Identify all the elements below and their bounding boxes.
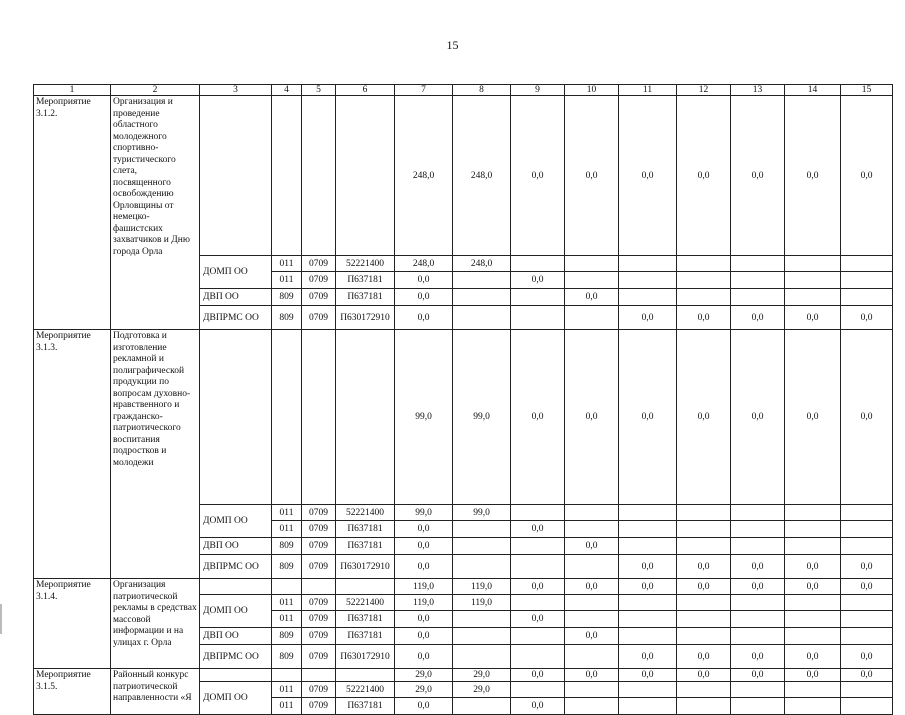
measure-description: Организация патриотической рекламы в средствах массовой информации и на улицах г. Орла <box>111 579 200 669</box>
cell-col-12 <box>677 682 731 698</box>
cell-col-7: 0,0 <box>395 306 453 330</box>
cell-col-5: 0709 <box>302 682 336 698</box>
cell-col-6: П630172910 <box>336 645 395 669</box>
cell-col-8: 99,0 <box>453 505 511 521</box>
cell-col-6: 52221400 <box>336 595 395 611</box>
measure-description: Районный конкурс патриотической направленности «Я <box>111 669 200 715</box>
cell-col-13: 0,0 <box>731 645 785 669</box>
measure-description: Организация и проведение областного молодежного спортивно-туристического слета, посвященного освобождению Орловщины от немецко-фашистских захватчиков и Дню города Орла <box>111 96 200 330</box>
cell-col-9: 0,0 <box>511 698 565 715</box>
cell-col-6: 52221400 <box>336 505 395 521</box>
cell-col-9 <box>511 595 565 611</box>
summary-col-10: 0,0 <box>565 669 619 682</box>
summary-col-8: 29,0 <box>453 669 511 682</box>
summary-col-14: 0,0 <box>785 579 841 595</box>
cell-col-12 <box>677 521 731 538</box>
cell-col-12 <box>677 611 731 628</box>
cell-col-12 <box>677 272 731 289</box>
cell-col-12 <box>677 505 731 521</box>
cell-col-15 <box>841 611 893 628</box>
cell-col-8 <box>453 645 511 669</box>
summary-empty-cell <box>272 330 302 505</box>
cell-col-10 <box>565 272 619 289</box>
cell-col-12 <box>677 698 731 715</box>
cell-col-8: 29,0 <box>453 682 511 698</box>
cell-col-10 <box>565 698 619 715</box>
summary-col-15: 0,0 <box>841 330 893 505</box>
cell-col-7: 119,0 <box>395 595 453 611</box>
column-header-13: 13 <box>731 85 785 96</box>
cell-col-13 <box>731 538 785 555</box>
cell-col-5: 0709 <box>302 272 336 289</box>
cell-col-4: 809 <box>272 645 302 669</box>
cell-col-10 <box>565 595 619 611</box>
cell-col-7: 0,0 <box>395 521 453 538</box>
cell-col-14: 0,0 <box>785 555 841 579</box>
executor-cell: ДВП ОО <box>200 538 272 555</box>
executor-cell: ДВПРМС ОО <box>200 645 272 669</box>
budget-table <box>33 84 893 715</box>
cell-col-8 <box>453 555 511 579</box>
cell-col-10 <box>565 505 619 521</box>
cell-col-8 <box>453 272 511 289</box>
cell-col-8 <box>453 628 511 645</box>
cell-col-11: 0,0 <box>619 306 677 330</box>
summary-col-14: 0,0 <box>785 96 841 256</box>
cell-col-6: П637181 <box>336 289 395 306</box>
cell-col-9 <box>511 538 565 555</box>
summary-empty-cell <box>336 669 395 682</box>
cell-col-14 <box>785 272 841 289</box>
cell-col-15: 0,0 <box>841 555 893 579</box>
cell-col-11 <box>619 505 677 521</box>
cell-col-7: 248,0 <box>395 256 453 272</box>
cell-col-4: 011 <box>272 595 302 611</box>
cell-col-13 <box>731 611 785 628</box>
column-header-1: 1 <box>34 85 111 96</box>
summary-col-10: 0,0 <box>565 579 619 595</box>
summary-col-12: 0,0 <box>677 96 731 256</box>
summary-empty-cell <box>200 96 272 256</box>
cell-col-11 <box>619 289 677 306</box>
cell-col-11 <box>619 521 677 538</box>
cell-col-14 <box>785 628 841 645</box>
summary-empty-cell <box>272 96 302 256</box>
column-header-12: 12 <box>677 85 731 96</box>
summary-col-11: 0,0 <box>619 669 677 682</box>
cell-col-14: 0,0 <box>785 645 841 669</box>
cell-col-4: 011 <box>272 505 302 521</box>
cell-col-11 <box>619 628 677 645</box>
summary-col-13: 0,0 <box>731 330 785 505</box>
cell-col-5: 0709 <box>302 521 336 538</box>
page-number: 15 <box>446 38 459 52</box>
cell-col-9 <box>511 505 565 521</box>
column-header-7: 7 <box>395 85 453 96</box>
summary-col-10: 0,0 <box>565 96 619 256</box>
column-header-11: 11 <box>619 85 677 96</box>
summary-empty-cell <box>200 330 272 505</box>
cell-col-13 <box>731 595 785 611</box>
measure-description: Подготовка и изготовление рекламной и полиграфической продукции по вопросам духовно-нравственного и гражданско-патриотического воспитания подростков и молодежи <box>111 330 200 579</box>
cell-col-6: П637181 <box>336 521 395 538</box>
cell-col-11 <box>619 256 677 272</box>
summary-empty-cell <box>272 669 302 682</box>
cell-col-6: П637181 <box>336 698 395 715</box>
executor-cell: ДОМП ОО <box>200 682 272 715</box>
cell-col-14 <box>785 521 841 538</box>
summary-col-11: 0,0 <box>619 96 677 256</box>
cell-col-7: 99,0 <box>395 505 453 521</box>
cell-col-15 <box>841 289 893 306</box>
cell-col-15 <box>841 256 893 272</box>
summary-empty-cell <box>336 579 395 595</box>
cell-col-15 <box>841 595 893 611</box>
cell-col-13 <box>731 698 785 715</box>
summary-col-7: 99,0 <box>395 330 453 505</box>
cell-col-7: 0,0 <box>395 555 453 579</box>
measure-summary-row <box>34 579 893 595</box>
summary-col-9: 0,0 <box>511 330 565 505</box>
summary-col-15: 0,0 <box>841 96 893 256</box>
measure-name: Мероприятие 3.1.3. <box>34 330 111 579</box>
summary-col-14: 0,0 <box>785 669 841 682</box>
summary-col-11: 0,0 <box>619 579 677 595</box>
column-header-15: 15 <box>841 85 893 96</box>
cell-col-4: 809 <box>272 628 302 645</box>
cell-col-11 <box>619 538 677 555</box>
cell-col-9 <box>511 306 565 330</box>
cell-col-13 <box>731 272 785 289</box>
column-header-6: 6 <box>336 85 395 96</box>
cell-col-10 <box>565 555 619 579</box>
summary-col-15: 0,0 <box>841 579 893 595</box>
cell-col-14 <box>785 682 841 698</box>
summary-col-8: 248,0 <box>453 96 511 256</box>
cell-col-10 <box>565 611 619 628</box>
cell-col-15 <box>841 521 893 538</box>
cell-col-12: 0,0 <box>677 645 731 669</box>
measure-summary-row <box>34 96 893 256</box>
cell-col-5: 0709 <box>302 306 336 330</box>
cell-col-15 <box>841 505 893 521</box>
cell-col-11 <box>619 698 677 715</box>
cell-col-15 <box>841 698 893 715</box>
summary-col-8: 119,0 <box>453 579 511 595</box>
cell-col-4: 809 <box>272 555 302 579</box>
cell-col-11 <box>619 682 677 698</box>
cell-col-5: 0709 <box>302 505 336 521</box>
cell-col-4: 809 <box>272 538 302 555</box>
cell-col-7: 0,0 <box>395 289 453 306</box>
cell-col-4: 011 <box>272 698 302 715</box>
cell-col-5: 0709 <box>302 555 336 579</box>
cell-col-13 <box>731 521 785 538</box>
cell-col-8 <box>453 289 511 306</box>
cell-col-14 <box>785 611 841 628</box>
cell-col-7: 0,0 <box>395 538 453 555</box>
cell-col-15: 0,0 <box>841 645 893 669</box>
cell-col-14 <box>785 698 841 715</box>
cell-col-8 <box>453 698 511 715</box>
cell-col-12 <box>677 289 731 306</box>
cell-col-8: 248,0 <box>453 256 511 272</box>
cell-col-5: 0709 <box>302 698 336 715</box>
cell-col-11 <box>619 595 677 611</box>
cell-col-9: 0,0 <box>511 611 565 628</box>
column-header-5: 5 <box>302 85 336 96</box>
cell-col-13 <box>731 682 785 698</box>
executor-cell: ДВП ОО <box>200 628 272 645</box>
cell-col-5: 0709 <box>302 256 336 272</box>
column-header-2: 2 <box>111 85 200 96</box>
cell-col-12 <box>677 256 731 272</box>
summary-col-12: 0,0 <box>677 579 731 595</box>
measure-summary-row <box>34 330 893 505</box>
cell-col-7: 29,0 <box>395 682 453 698</box>
cell-col-8 <box>453 306 511 330</box>
cell-col-12 <box>677 538 731 555</box>
cell-col-10 <box>565 306 619 330</box>
column-header-9: 9 <box>511 85 565 96</box>
summary-col-11: 0,0 <box>619 330 677 505</box>
column-header-14: 14 <box>785 85 841 96</box>
summary-empty-cell <box>302 579 336 595</box>
summary-col-13: 0,0 <box>731 579 785 595</box>
summary-col-7: 119,0 <box>395 579 453 595</box>
cell-col-5: 0709 <box>302 538 336 555</box>
measure-name: Мероприятие 3.1.2. <box>34 96 111 330</box>
cell-col-8: 119,0 <box>453 595 511 611</box>
cell-col-11 <box>619 272 677 289</box>
cell-col-15 <box>841 538 893 555</box>
cell-col-13 <box>731 256 785 272</box>
column-header-3: 3 <box>200 85 272 96</box>
cell-col-13 <box>731 289 785 306</box>
cell-col-12: 0,0 <box>677 555 731 579</box>
executor-cell: ДОМП ОО <box>200 256 272 289</box>
summary-col-15: 0,0 <box>841 669 893 682</box>
cell-col-7: 0,0 <box>395 628 453 645</box>
cell-col-9 <box>511 682 565 698</box>
cell-col-7: 0,0 <box>395 698 453 715</box>
cell-col-9 <box>511 628 565 645</box>
cell-col-9 <box>511 256 565 272</box>
executor-cell: ДОМП ОО <box>200 505 272 538</box>
measure-name: Мероприятие 3.1.5. <box>34 669 111 715</box>
cell-col-14: 0,0 <box>785 306 841 330</box>
cell-col-13 <box>731 628 785 645</box>
header-row <box>34 85 893 96</box>
cell-col-4: 809 <box>272 306 302 330</box>
summary-col-13: 0,0 <box>731 96 785 256</box>
summary-empty-cell <box>200 669 272 682</box>
cell-col-4: 011 <box>272 256 302 272</box>
cell-col-15 <box>841 272 893 289</box>
executor-cell: ДВПРМС ОО <box>200 555 272 579</box>
summary-col-9: 0,0 <box>511 96 565 256</box>
summary-empty-cell <box>302 669 336 682</box>
executor-cell: ДВПРМС ОО <box>200 306 272 330</box>
column-header-10: 10 <box>565 85 619 96</box>
cell-col-8 <box>453 611 511 628</box>
cell-col-4: 011 <box>272 272 302 289</box>
cell-col-10 <box>565 645 619 669</box>
measure-summary-row <box>34 669 893 682</box>
cell-col-6: П637181 <box>336 272 395 289</box>
cell-col-14 <box>785 505 841 521</box>
cell-col-6: П630172910 <box>336 306 395 330</box>
cell-col-5: 0709 <box>302 645 336 669</box>
summary-col-9: 0,0 <box>511 579 565 595</box>
cell-col-5: 0709 <box>302 595 336 611</box>
cell-col-9: 0,0 <box>511 272 565 289</box>
cell-col-12 <box>677 595 731 611</box>
cell-col-11: 0,0 <box>619 555 677 579</box>
cell-col-14 <box>785 289 841 306</box>
summary-empty-cell <box>272 579 302 595</box>
cell-col-10 <box>565 256 619 272</box>
executor-cell: ДОМП ОО <box>200 595 272 628</box>
cell-col-9: 0,0 <box>511 521 565 538</box>
cell-col-15 <box>841 628 893 645</box>
summary-col-14: 0,0 <box>785 330 841 505</box>
summary-empty-cell <box>302 96 336 256</box>
cell-col-6: П637181 <box>336 611 395 628</box>
cell-col-14 <box>785 595 841 611</box>
summary-empty-cell <box>336 330 395 505</box>
summary-col-9: 0,0 <box>511 669 565 682</box>
cell-col-10 <box>565 521 619 538</box>
summary-col-10: 0,0 <box>565 330 619 505</box>
cell-col-6: 52221400 <box>336 682 395 698</box>
scan-edge-mark <box>0 604 2 634</box>
cell-col-14 <box>785 256 841 272</box>
summary-col-12: 0,0 <box>677 330 731 505</box>
summary-col-7: 29,0 <box>395 669 453 682</box>
column-header-8: 8 <box>453 85 511 96</box>
column-header-4: 4 <box>272 85 302 96</box>
cell-col-5: 0709 <box>302 611 336 628</box>
summary-col-12: 0,0 <box>677 669 731 682</box>
cell-col-12: 0,0 <box>677 306 731 330</box>
cell-col-10: 0,0 <box>565 289 619 306</box>
summary-col-13: 0,0 <box>731 669 785 682</box>
cell-col-14 <box>785 538 841 555</box>
cell-col-4: 011 <box>272 521 302 538</box>
cell-col-10 <box>565 682 619 698</box>
summary-empty-cell <box>302 330 336 505</box>
measure-name: Мероприятие 3.1.4. <box>34 579 111 669</box>
cell-col-13: 0,0 <box>731 555 785 579</box>
cell-col-7: 0,0 <box>395 611 453 628</box>
cell-col-7: 0,0 <box>395 272 453 289</box>
cell-col-6: П630172910 <box>336 555 395 579</box>
cell-col-13 <box>731 505 785 521</box>
cell-col-6: 52221400 <box>336 256 395 272</box>
cell-col-13: 0,0 <box>731 306 785 330</box>
cell-col-10: 0,0 <box>565 628 619 645</box>
cell-col-5: 0709 <box>302 628 336 645</box>
cell-col-6: П637181 <box>336 538 395 555</box>
cell-col-15: 0,0 <box>841 306 893 330</box>
cell-col-9 <box>511 645 565 669</box>
summary-col-7: 248,0 <box>395 96 453 256</box>
cell-col-4: 011 <box>272 611 302 628</box>
cell-col-11 <box>619 611 677 628</box>
cell-col-10: 0,0 <box>565 538 619 555</box>
cell-col-6: П637181 <box>336 628 395 645</box>
cell-col-8 <box>453 521 511 538</box>
cell-col-12 <box>677 628 731 645</box>
cell-col-4: 011 <box>272 682 302 698</box>
cell-col-5: 0709 <box>302 289 336 306</box>
summary-col-8: 99,0 <box>453 330 511 505</box>
cell-col-7: 0,0 <box>395 645 453 669</box>
summary-empty-cell <box>336 96 395 256</box>
cell-col-9 <box>511 289 565 306</box>
cell-col-8 <box>453 538 511 555</box>
executor-cell: ДВП ОО <box>200 289 272 306</box>
summary-empty-cell <box>200 579 272 595</box>
cell-col-9 <box>511 555 565 579</box>
cell-col-4: 809 <box>272 289 302 306</box>
cell-col-11: 0,0 <box>619 645 677 669</box>
cell-col-15 <box>841 682 893 698</box>
